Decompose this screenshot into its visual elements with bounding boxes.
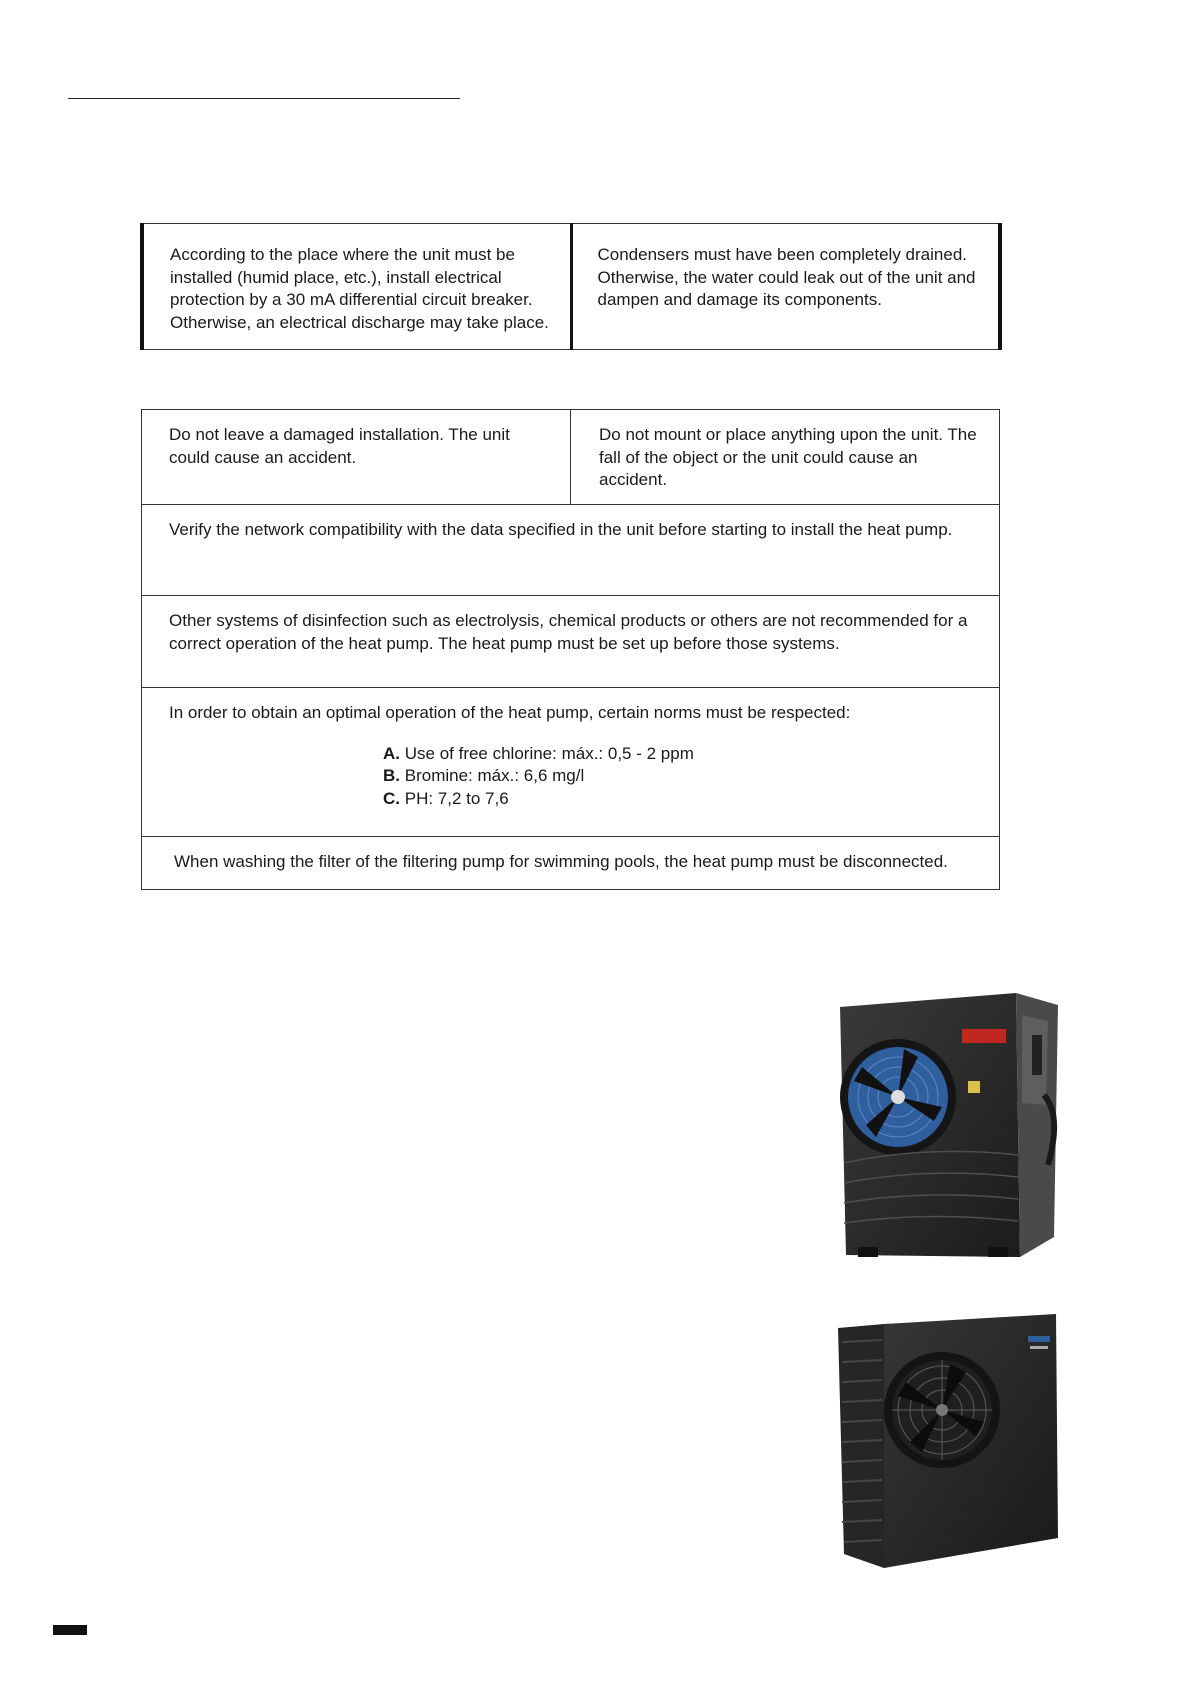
- safety-warnings-table-2: [141, 409, 1000, 890]
- norm-marker: B.: [383, 766, 400, 785]
- warning-network-compatibility: Verify the network compatibility with the data specified in the unit before starting to install the heat pump.: [142, 505, 1000, 596]
- safety-warnings-table-1: [140, 223, 1002, 350]
- water-norms-intro: In order to obtain an optimal operation of the heat pump, certain norms must be respected:: [169, 703, 851, 722]
- heat-pump-photo-2: [832, 1312, 1062, 1572]
- warning-damaged-installation: Do not leave a damaged installation. The unit could cause an accident.: [142, 410, 571, 505]
- warning-filter-washing: When washing the filter of the filtering pump for swimming pools, the heat pump must be disconnected.: [142, 837, 1000, 890]
- norm-text: PH: 7,2 to 7,6: [404, 788, 509, 808]
- water-norms-list: [383, 743, 979, 811]
- norm-item: [383, 765, 979, 788]
- norm-marker: C.: [383, 788, 400, 808]
- norm-text: Use of free chlorine: máx.: 0,5 - 2 ppm: [404, 743, 694, 763]
- warning-disinfection-systems: Other systems of disinfection such as electrolysis, chemical products or others are not recommended for a correct operation of the heat pump. The heat pump must be set up before those systems.: [142, 596, 1000, 688]
- water-norms-cell: [142, 688, 1000, 837]
- norm-item: [383, 743, 979, 766]
- norm-marker: A.: [383, 743, 400, 763]
- page-number-marker: [53, 1625, 87, 1635]
- norm-text: Bromine: máx.: 6,6 mg/l: [404, 766, 585, 785]
- heat-pump-photo-1: [838, 985, 1060, 1263]
- warning-circuit-breaker: According to the place where the unit must be installed (humid place, etc.), install electrical protection by a 30 mA differential circuit breaker. Otherwise, an electrical discharge may take place.: [142, 224, 571, 350]
- norm-item: [383, 788, 979, 811]
- warning-nothing-upon-unit: Do not mount or place anything upon the unit. The fall of the object or the unit could cause an accident.: [571, 410, 1000, 505]
- warning-condensers-drained: Condensers must have been completely drained. Otherwise, the water could leak out of the unit and dampen and damage its components.: [571, 224, 1000, 350]
- header-rule: [68, 98, 460, 99]
